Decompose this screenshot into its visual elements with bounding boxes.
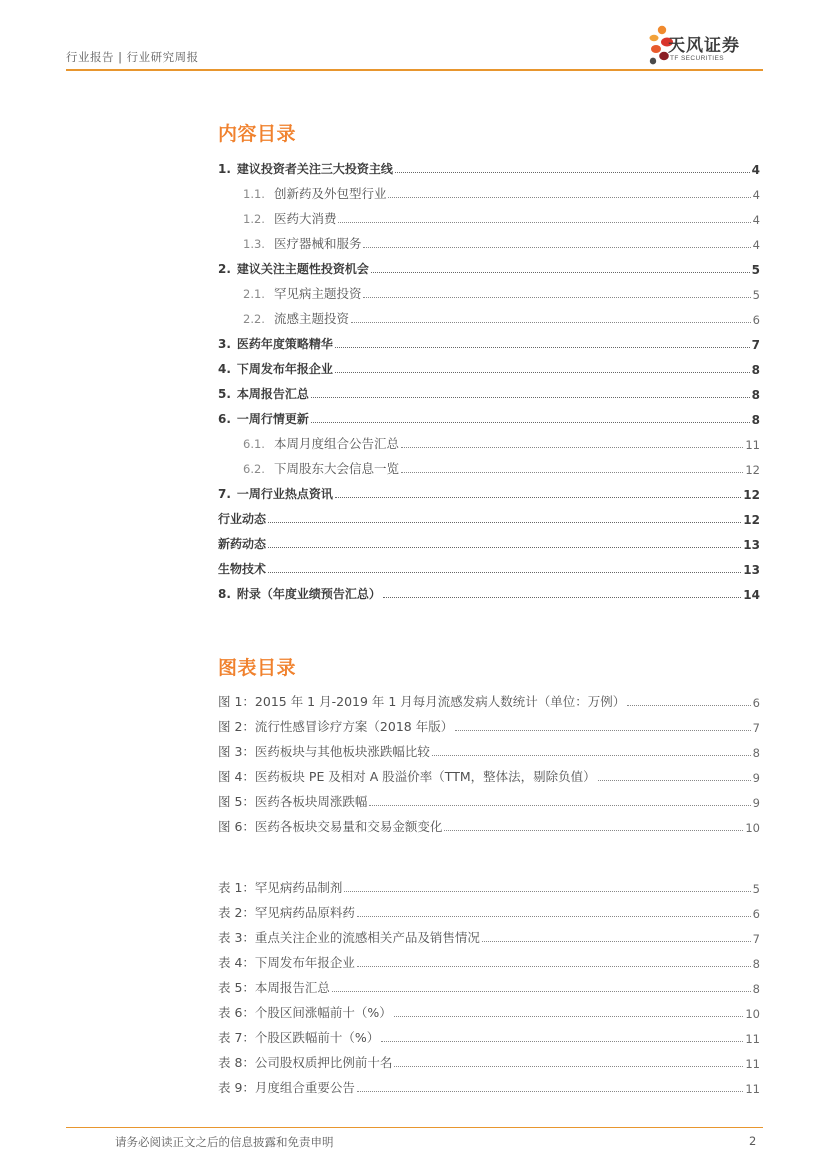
dot-leader — [357, 966, 751, 967]
dot-leader — [357, 916, 751, 917]
entry-page: 11 — [745, 438, 760, 452]
dot-leader — [394, 1016, 744, 1017]
toc-entry[interactable] — [218, 685, 760, 710]
entry-label-group — [218, 160, 393, 177]
header-breadcrumb: 行业报告 | 行业研究周报 — [66, 50, 199, 64]
entry-label-group — [218, 692, 625, 710]
toc-entry[interactable] — [218, 552, 760, 577]
entry-label: 建议投资者关注三大投资主线 — [236, 162, 393, 176]
entry-label-group — [218, 717, 453, 735]
entry-number: 1. — [218, 162, 231, 176]
entry-page: 12 — [743, 513, 760, 527]
dot-leader — [401, 472, 743, 473]
toc-entry[interactable] — [218, 227, 760, 252]
entry-label: 图 3：医药板块与其他板块涨跌幅比较 — [218, 744, 430, 759]
dot-leader — [401, 447, 743, 448]
toc-entry[interactable] — [218, 1071, 760, 1096]
entry-label: 表 5：本周报告汇总 — [218, 980, 330, 995]
toc-entry[interactable] — [218, 871, 760, 896]
entry-page: 14 — [743, 588, 760, 602]
entry-label: 图 1：2015 年 1 月-2019 年 1 月每月流感发病人数统计（单位：万例） — [218, 694, 626, 709]
entry-label-group — [218, 510, 266, 527]
entry-page: 4 — [751, 163, 760, 177]
entry-label-group — [218, 360, 333, 377]
entry-number: 6.1. — [243, 437, 265, 451]
dot-leader — [369, 805, 750, 806]
dot-leader — [351, 322, 751, 323]
page-number: 2 — [749, 1134, 757, 1148]
toc-entry[interactable] — [218, 202, 760, 227]
entry-page: 13 — [743, 563, 760, 577]
figures-list — [218, 685, 760, 835]
entry-label: 一周行业热点资讯 — [236, 487, 333, 501]
entry-label-group — [218, 1003, 392, 1021]
toc-entry[interactable] — [218, 810, 760, 835]
entry-label-group — [218, 953, 355, 971]
toc-entry[interactable] — [218, 785, 760, 810]
dot-leader — [432, 755, 751, 756]
footer-disclaimer: 请务必阅读正文之后的信息披露和免责申明 — [115, 1135, 334, 1149]
entry-page: 9 — [752, 796, 760, 810]
entry-label: 本周报告汇总 — [236, 387, 309, 401]
entry-page: 10 — [745, 1007, 760, 1021]
entry-label-group — [218, 742, 430, 760]
dot-leader — [335, 347, 750, 348]
entry-label-group — [243, 284, 361, 302]
dot-leader — [395, 172, 750, 173]
entry-label-group — [243, 434, 399, 452]
entry-page: 12 — [743, 488, 760, 502]
entry-page: 6 — [752, 907, 760, 921]
entry-label: 流感主题投资 — [273, 311, 349, 326]
toc-entry[interactable] — [218, 921, 760, 946]
toc-entry[interactable] — [218, 327, 760, 352]
entry-page: 4 — [752, 213, 760, 227]
entry-number: 2. — [218, 262, 231, 276]
entry-label-group — [218, 485, 333, 502]
toc-entry[interactable] — [218, 477, 760, 502]
entry-page: 10 — [745, 821, 760, 835]
entry-number: 7. — [218, 487, 231, 501]
dot-leader — [311, 422, 750, 423]
entry-label-group — [218, 1053, 392, 1071]
dot-leader — [335, 497, 741, 498]
entry-label-group — [243, 209, 336, 227]
entry-label: 生物技术 — [218, 562, 267, 576]
entry-label-group — [218, 560, 266, 577]
entry-label-group — [243, 309, 349, 327]
tables-list — [218, 871, 760, 1096]
entry-label: 附录（年度业绩预告汇总） — [236, 587, 381, 601]
entry-number: 1.2. — [243, 212, 265, 226]
entry-page: 11 — [745, 1082, 760, 1096]
entry-label: 图 6：医药各板块交易量和交易金额变化 — [218, 819, 443, 834]
toc-title: 内容目录 — [218, 123, 297, 145]
entry-page: 5 — [752, 882, 760, 896]
entry-label-group — [218, 978, 330, 996]
entry-label: 表 7：个股区跌幅前十（%） — [218, 1030, 380, 1045]
entry-label-group — [218, 260, 369, 277]
toc-entry[interactable] — [218, 452, 760, 477]
entry-page: 8 — [751, 363, 760, 377]
entry-label: 建议关注主题性投资机会 — [236, 262, 369, 276]
entry-page: 4 — [752, 188, 760, 202]
toc-list — [218, 152, 760, 602]
toc-entry[interactable] — [218, 996, 760, 1021]
dot-leader — [268, 547, 741, 548]
dot-leader — [388, 197, 750, 198]
entry-number: 2.2. — [243, 312, 265, 326]
entry-number: 4. — [218, 362, 231, 376]
entry-label: 新药动态 — [218, 537, 267, 551]
dot-leader — [598, 780, 751, 781]
entry-label-group — [218, 878, 342, 896]
entry-label: 表 9：月度组合重要公告 — [218, 1080, 355, 1095]
entry-label-group — [218, 1028, 379, 1046]
dot-leader — [381, 1041, 743, 1042]
entry-page: 8 — [752, 746, 760, 760]
entry-number: 8. — [218, 587, 231, 601]
dot-leader — [332, 991, 751, 992]
dot-leader — [455, 730, 750, 731]
dot-leader — [394, 1066, 743, 1067]
entry-page: 11 — [745, 1032, 760, 1046]
toc-entry[interactable] — [218, 427, 760, 452]
entry-page: 7 — [752, 721, 760, 735]
entry-page: 6 — [752, 313, 760, 327]
toc-entry[interactable] — [218, 277, 760, 302]
entry-label-group — [243, 234, 361, 252]
entry-label: 表 8：公司股权质押比例前十名 — [218, 1055, 393, 1070]
entry-label: 创新药及外包型行业 — [273, 186, 387, 201]
dot-leader — [363, 297, 750, 298]
dot-leader — [627, 705, 750, 706]
dot-leader — [357, 1091, 743, 1092]
entry-label: 表 6：个股区间涨幅前十（%） — [218, 1005, 392, 1020]
entry-label: 下周股东大会信息一览 — [273, 461, 399, 476]
entry-label-group — [218, 385, 309, 402]
toc-entry[interactable] — [218, 152, 760, 177]
entry-label: 图 5：医药各板块周涨跌幅 — [218, 794, 368, 809]
toc-entry[interactable] — [218, 971, 760, 996]
toc-entry[interactable] — [218, 735, 760, 760]
logo-subtitle: TF SECURITIES — [670, 55, 724, 62]
entry-number: 3. — [218, 337, 231, 351]
toc-entry[interactable] — [218, 577, 760, 602]
toc-entry[interactable] — [218, 946, 760, 971]
entry-label: 下周发布年报企业 — [236, 362, 333, 376]
entry-label: 罕见病主题投资 — [273, 286, 362, 301]
entry-number: 2.1. — [243, 287, 265, 301]
entry-label-group — [243, 184, 386, 202]
toc-entry[interactable] — [218, 710, 760, 735]
dot-leader — [335, 372, 750, 373]
footer-rule — [66, 1127, 763, 1128]
toc-entry[interactable] — [218, 502, 760, 527]
entry-page: 13 — [743, 538, 760, 552]
entry-label-group — [218, 817, 442, 835]
dot-leader — [371, 272, 750, 273]
entry-page: 8 — [752, 957, 760, 971]
entry-label: 表 3：重点关注企业的流感相关产品及销售情况 — [218, 930, 480, 945]
entry-label: 一周行情更新 — [236, 412, 309, 426]
toc-entry[interactable] — [218, 177, 760, 202]
toc-entry[interactable] — [218, 352, 760, 377]
dot-leader — [268, 522, 741, 523]
entry-label-group — [218, 585, 381, 602]
entry-page: 8 — [752, 982, 760, 996]
entry-label: 表 4：下周发布年报企业 — [218, 955, 355, 970]
toc-entry[interactable] — [218, 760, 760, 785]
entry-page: 11 — [745, 1057, 760, 1071]
dot-leader — [344, 891, 750, 892]
entry-number: 6.2. — [243, 462, 265, 476]
dot-leader — [338, 222, 750, 223]
entry-page: 7 — [751, 338, 760, 352]
entry-page: 6 — [752, 696, 760, 710]
entry-label-group — [218, 410, 309, 427]
dot-leader — [383, 597, 741, 598]
entry-label-group — [218, 767, 596, 785]
entry-page: 4 — [752, 238, 760, 252]
dot-leader — [482, 941, 751, 942]
entry-label-group — [243, 459, 399, 477]
entry-page: 8 — [751, 413, 760, 427]
entry-label-group — [218, 1078, 355, 1096]
toc-entry[interactable] — [218, 527, 760, 552]
entry-label: 表 1：罕见病药品制剂 — [218, 880, 343, 895]
entry-label-group — [218, 792, 367, 810]
toc-entry[interactable] — [218, 1021, 760, 1046]
entry-label: 图 4：医药板块 PE 及相对 A 股溢价率（TTM，整体法，剔除负值） — [218, 769, 596, 784]
entry-label-group — [218, 928, 480, 946]
entry-number: 1.3. — [243, 237, 265, 251]
entry-page: 8 — [751, 388, 760, 402]
entry-label-group — [218, 335, 333, 352]
entry-label: 行业动态 — [218, 512, 267, 526]
dot-leader — [311, 397, 750, 398]
entry-label-group — [218, 903, 355, 921]
toc-entry[interactable] — [218, 252, 760, 277]
entry-page: 5 — [751, 263, 760, 277]
dot-leader — [363, 247, 750, 248]
figures-title: 图表目录 — [218, 657, 297, 679]
entry-label: 医疗器械和服务 — [273, 236, 362, 251]
entry-page: 5 — [752, 288, 760, 302]
entry-label: 本周月度组合公告汇总 — [273, 436, 399, 451]
entry-label: 表 2：罕见病药品原料药 — [218, 905, 355, 920]
toc-entry[interactable] — [218, 302, 760, 327]
dot-leader — [444, 830, 743, 831]
logo-name: 天风证券 — [668, 36, 740, 56]
toc-entry[interactable] — [218, 377, 760, 402]
entry-number: 5. — [218, 387, 231, 401]
toc-entry[interactable] — [218, 1046, 760, 1071]
dot-leader — [268, 572, 741, 573]
toc-entry[interactable] — [218, 402, 760, 427]
entry-number: 6. — [218, 412, 231, 426]
entry-page: 9 — [752, 771, 760, 785]
entry-label: 医药年度策略精华 — [236, 337, 333, 351]
entry-page: 7 — [752, 932, 760, 946]
entry-number: 1.1. — [243, 187, 265, 201]
entry-label: 图 2：流行性感冒诊疗方案（2018 年版） — [218, 719, 454, 734]
entry-label-group — [218, 535, 266, 552]
entry-page: 12 — [745, 463, 760, 477]
entry-label: 医药大消费 — [273, 211, 337, 226]
toc-entry[interactable] — [218, 896, 760, 921]
